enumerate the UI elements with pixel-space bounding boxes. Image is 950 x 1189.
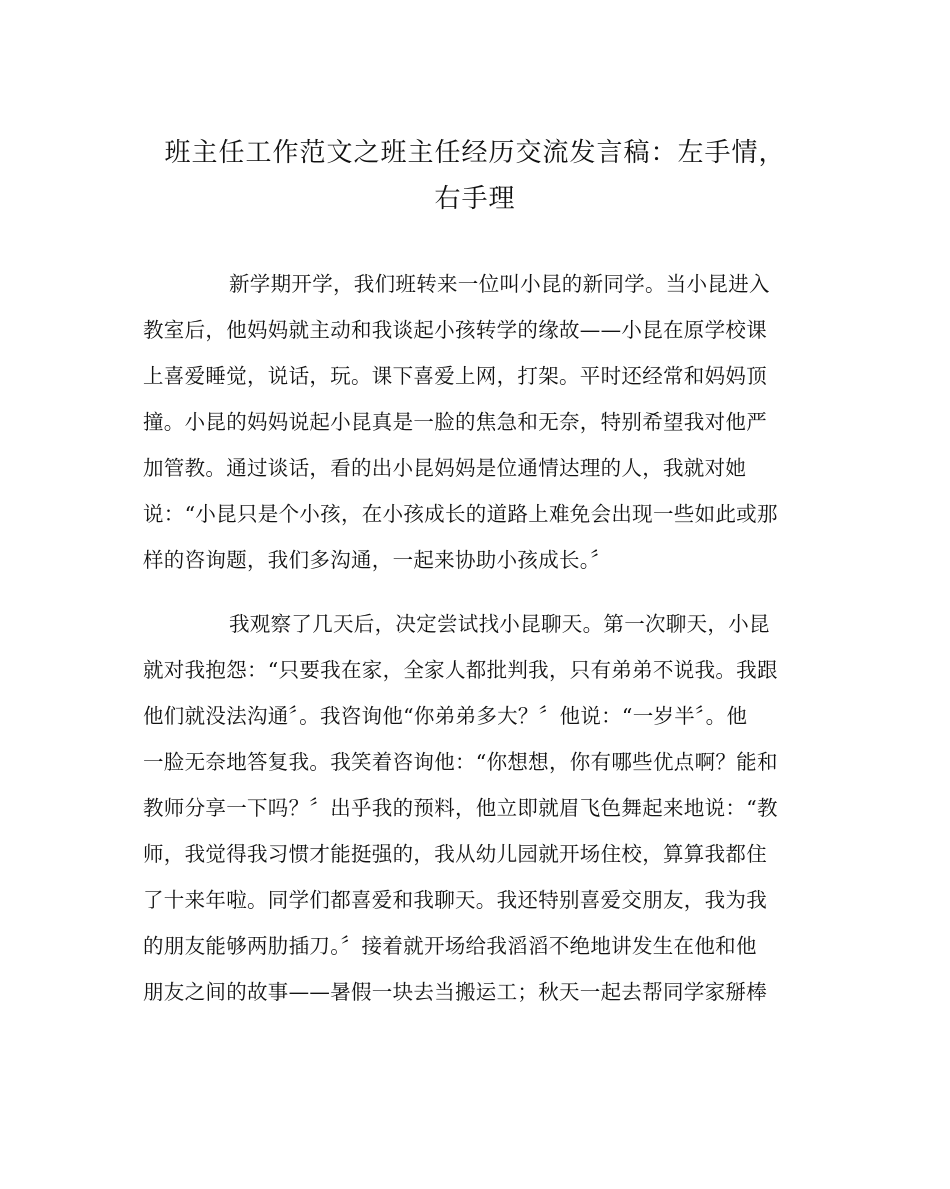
paragraph-2-line: 就对我抱怨：“只要我在家，全家人都批判我，只有弟弟不说我。我跟 — [143, 658, 778, 682]
paragraph-2-line: 的朋友能够两肋插刀。〞接着就开场给我滔滔不绝地讲发生在他和他 — [143, 934, 757, 958]
document-title — [120, 130, 830, 222]
paragraph-2-line: 他们就没法沟通〞。我咨询他“你弟弟多大？〞他说：“一岁半〞。他 — [143, 704, 748, 728]
title-line-2: 右手理 — [434, 184, 516, 214]
paragraph-1-line: 撞。小昆的妈妈说起小昆真是一脸的焦急和无奈，特别希望我对他严 — [143, 410, 767, 434]
paragraph-1-line: 说：“小昆只是个小孩，在小孩成长的道路上难免会出现一些如此或那 — [143, 502, 778, 526]
title-line-1: 班主任工作范文之班主任经历交流发言稿：左手情， — [164, 138, 786, 168]
paragraph-2-line: 教师分享一下吗？〞出乎我的预料，他立即就眉飞色舞起来地说：“教 — [143, 796, 778, 820]
paragraph-2-line: 朋友之间的故事——暑假一块去当搬运工；秋天一起去帮同学家掰棒 — [143, 980, 767, 1004]
paragraph-1-line: 上喜爱睡觉，说话，玩。课下喜爱上网，打架。平时还经常和妈妈顶 — [143, 364, 767, 388]
paragraph-2-line: 我观察了几天后，决定尝试找小昆聊天。第一次聊天，小昆 — [229, 612, 770, 636]
paragraph-2-line: 一脸无奈地答复我。我笑着咨询他：“你想想，你有哪些优点啊？能和 — [143, 750, 778, 774]
paragraph-2-line: 师，我觉得我习惯才能挺强的，我从幼儿园就开场住校，算算我都住 — [143, 842, 767, 866]
paragraph-1-line: 新学期开学，我们班转来一位叫小昆的新同学。当小昆进入 — [229, 272, 770, 296]
paragraph-1-line: 加管教。通过谈话，看的出小昆妈妈是位通情达理的人，我就对她 — [143, 456, 747, 480]
paragraph-1-line: 样的咨询题，我们多沟通，一起来协助小孩成长。〞 — [143, 548, 612, 572]
paragraph-2-line: 了十来年啦。同学们都喜爱和我聊天。我还特别喜爱交朋友，我为我 — [143, 888, 767, 912]
paragraph-1-line: 教室后，他妈妈就主动和我谈起小孩转学的缘故——小昆在原学校课 — [143, 318, 767, 342]
